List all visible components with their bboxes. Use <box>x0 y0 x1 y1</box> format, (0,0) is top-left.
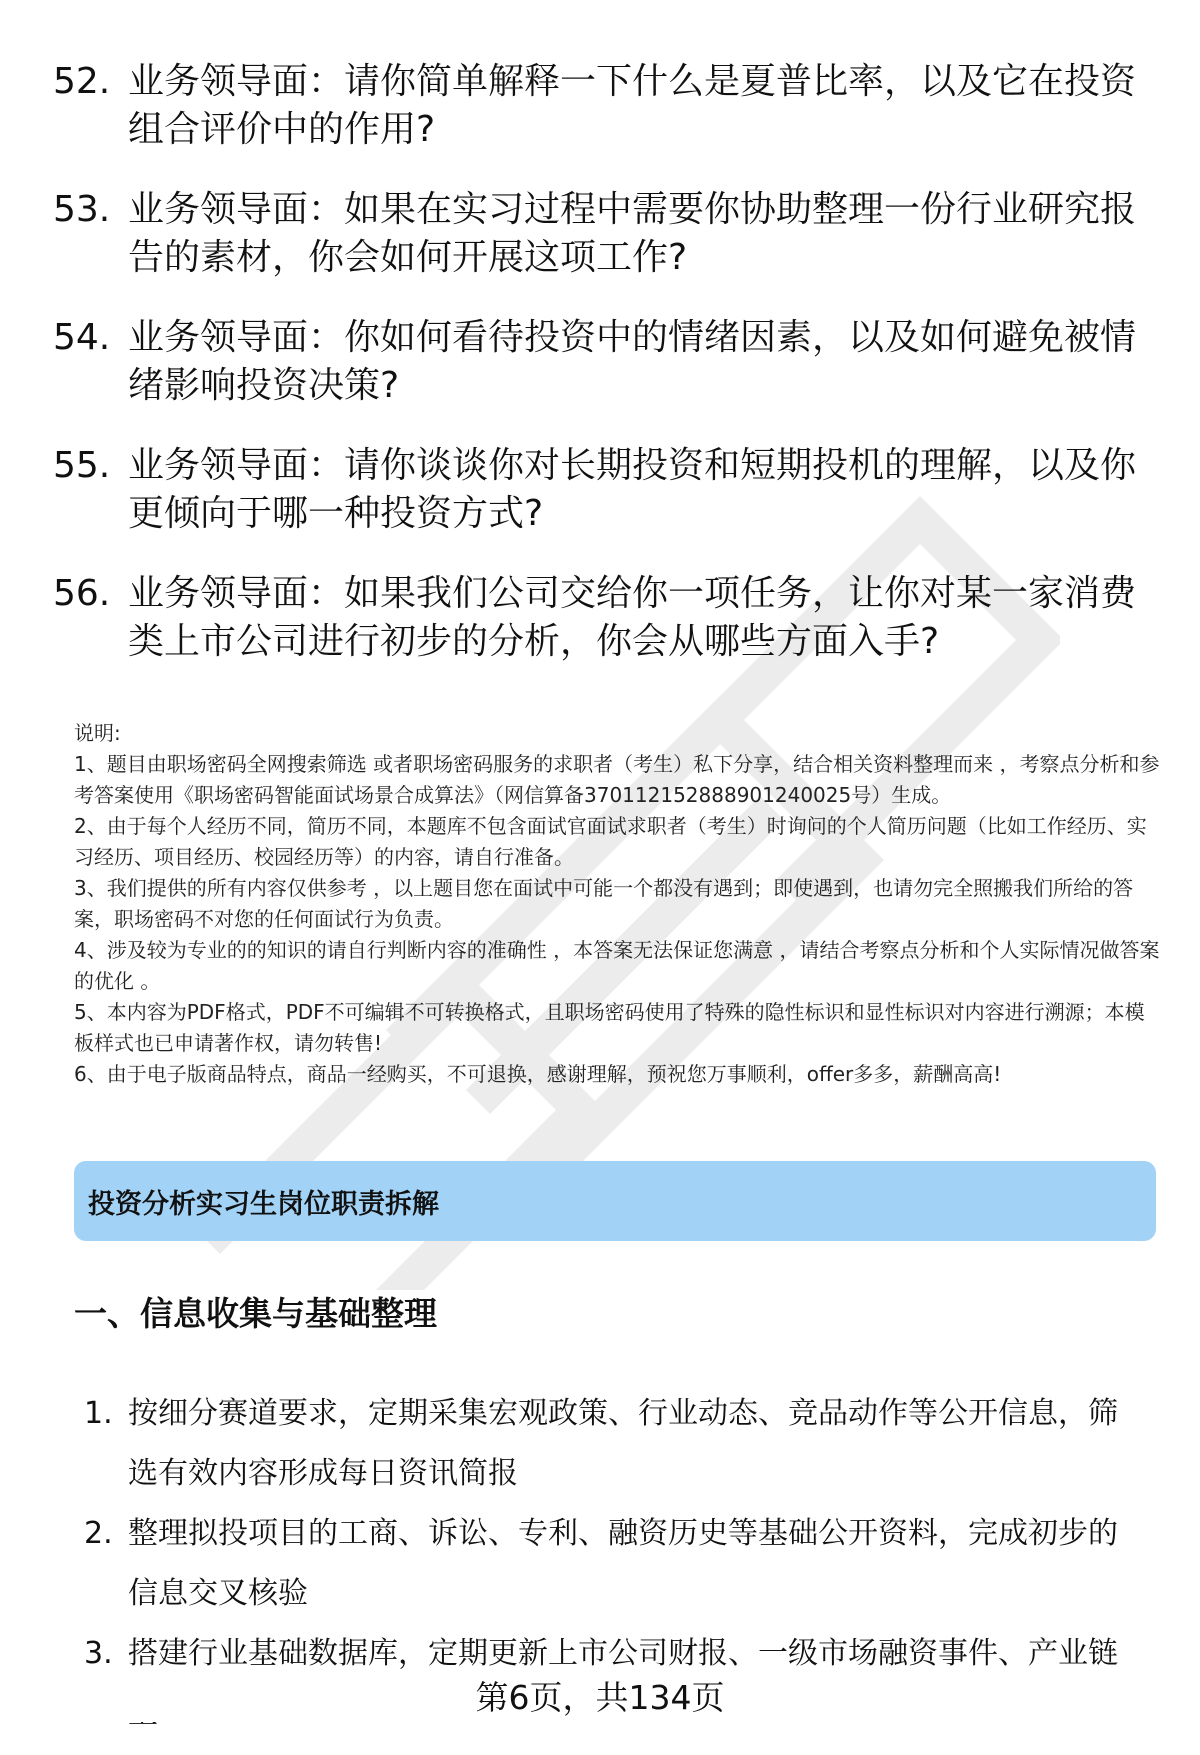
duty-number: 1. <box>84 1396 113 1431</box>
notes-title: 说明: <box>74 721 121 745</box>
duty-item <box>0 1504 1144 1624</box>
note-item: 1、题目由职场密码全网搜索筛选 或者职场密码服务的求职者（考生）私下分享，结合相关资料整理而来 ，考察点分析和参考答案使用《职场密码智能面试场景合成算法》（网信算备370112152888901240025号）生成。 <box>74 752 1160 807</box>
question-item <box>0 58 1148 154</box>
duty-text: 整理拟投项目的工商、诉讼、专利、融资历史等基础公开资料，完成初步的信息交叉核验 <box>128 1516 1118 1611</box>
question-number: 54. <box>53 317 111 358</box>
section-heading: 一、信息收集与基础整理 <box>74 1294 437 1333</box>
question-text: 业务领导面：请你简单解释一下什么是夏普比率，以及它在投资组合评价中的作用? <box>128 61 1137 150</box>
duty-number: 2. <box>84 1516 113 1551</box>
note-item: 6、由于电子版商品特点，商品一经购买，不可退换，感谢理解，预祝您万事顺利，offer多多，薪酬高高! <box>74 1062 1002 1086</box>
question-number: 53. <box>53 189 111 230</box>
note-item: 3、我们提供的所有内容仅供参考 ，以上题目您在面试中可能一个都没有遇到；即使遇到，也请勿完全照搬我们所给的答案，职场密码不对您的任何面试行为负责。 <box>74 876 1134 931</box>
question-text: 业务领导面：如果我们公司交给你一项任务，让你对某一家消费类上市公司进行初步的分析，你会从哪些方面入手? <box>128 573 1137 662</box>
question-text: 业务领导面：你如何看待投资中的情绪因素，以及如何避免被情绪影响投资决策? <box>128 317 1137 406</box>
question-text: 业务领导面：如果在实习过程中需要你协助整理一份行业研究报告的素材，你会如何开展这项工作? <box>128 189 1137 278</box>
question-text: 业务领导面：请你谈谈你对长期投资和短期投机的理解，以及你更倾向于哪一种投资方式? <box>128 445 1137 534</box>
page-number: 第6页，共134页 <box>0 1674 1200 1722</box>
question-number: 56. <box>53 573 111 614</box>
question-item <box>0 314 1148 410</box>
question-number: 52. <box>53 61 111 102</box>
duty-text: 搭建行业基础数据库，定期更新上市公司财报、一级市场融资事件、产业链 <box>128 1636 1118 1671</box>
question-number: 55. <box>53 445 111 486</box>
question-item <box>0 570 1148 666</box>
section-banner <box>74 1161 1156 1241</box>
duty-item <box>0 1384 1144 1504</box>
note-item: 5、本内容为PDF格式，PDF不可编辑不可转换格式，且职场密码使用了特殊的隐性标识和显性标识对内容进行溯源；本模板样式也已申请著作权，请勿转售! <box>74 1000 1145 1055</box>
duty-text: 按细分赛道要求，定期采集宏观政策、行业动态、竞品动作等公开信息，筛选有效内容形成每日资讯简报 <box>128 1396 1118 1491</box>
note-item: 4、涉及较为专业的的知识的请自行判断内容的准确性 ，本答案无法保证您满意 ，请结合考察点分析和个人实际情况做答案的优化 。 <box>74 938 1160 993</box>
question-list <box>0 58 1200 698</box>
question-item <box>0 442 1148 538</box>
notes-section <box>74 718 1160 1090</box>
question-item <box>0 186 1148 282</box>
banner-title: 投资分析实习生岗位职责拆解 <box>88 1188 439 1220</box>
note-item: 2、由于每个人经历不同，简历不同，本题库不包含面试官面试求职者（考生）时询问的个人简历问题（比如工作经历、实习经历、项目经历、校园经历等）的内容，请自行准备。 <box>74 814 1147 869</box>
duty-number: 3. <box>84 1636 113 1671</box>
